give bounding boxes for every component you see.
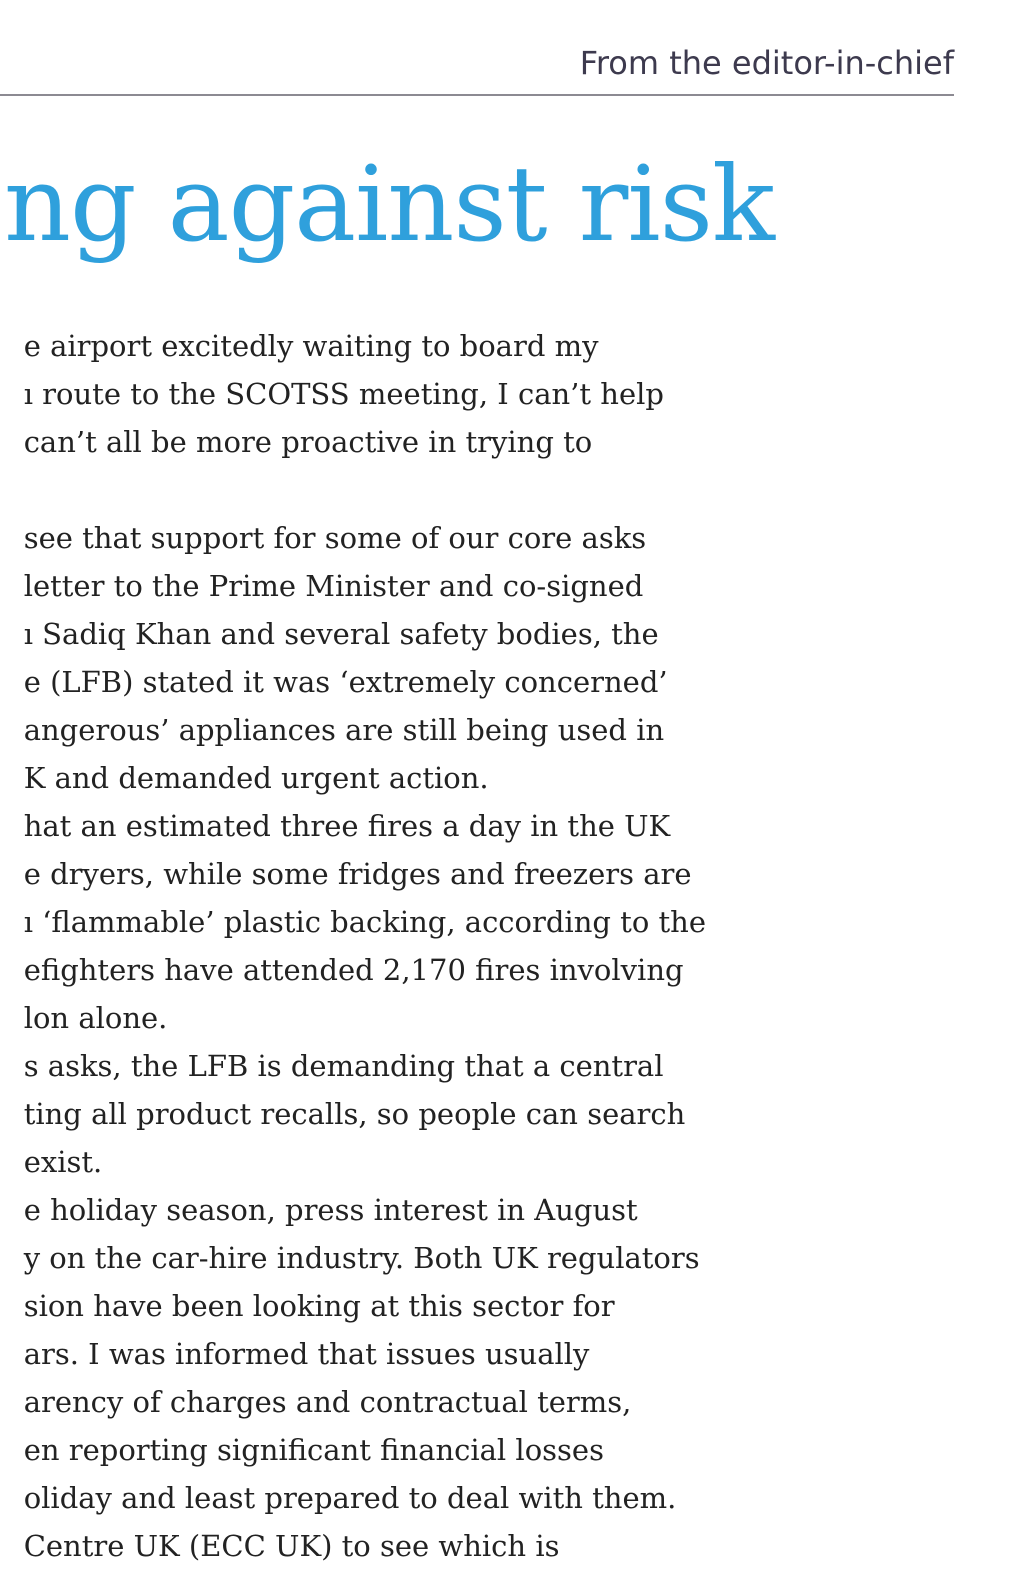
- body-line: ı Sadiq Khan and several safety bodies, the: [23, 617, 659, 651]
- body-line: hat an estimated three fires a day in the UK: [23, 809, 671, 843]
- body-line: ting all product recalls, so people can search: [23, 1097, 686, 1131]
- body-line: [24, 466, 706, 514]
- body-line: en reporting significant financial losses: [23, 1433, 604, 1467]
- body-line: ı ‘flammable’ plastic backing, according to the: [23, 905, 706, 939]
- body-line: e (LFB) stated it was ‘extremely concerned’: [23, 665, 668, 699]
- section-label: From the editor-in-chief: [579, 44, 954, 82]
- body-line: angerous’ appliances are still being used in: [23, 713, 665, 747]
- body-line: e airport excitedly waiting to board my: [23, 329, 599, 363]
- body-line: y on the car-hire industry. Both UK regulators: [23, 1241, 700, 1275]
- body-line: exist.: [23, 1145, 103, 1179]
- body-line: oliday and least prepared to deal with them.: [23, 1481, 677, 1515]
- body-line: letter to the Prime Minister and co-signed: [23, 569, 644, 603]
- body-line: arency of charges and contractual terms,: [23, 1385, 632, 1419]
- body-line: see that support for some of our core asks: [23, 521, 647, 555]
- header-divider: [0, 94, 954, 96]
- article-body: [24, 322, 706, 1570]
- body-line: ars. I was informed that issues usually: [23, 1337, 590, 1371]
- body-line: sion have been looking at this sector for: [23, 1289, 615, 1323]
- body-line: can’t all be more proactive in trying to: [23, 425, 593, 459]
- article-headline: ng against risk: [3, 143, 774, 265]
- body-line: Centre UK (ECC UK) to see which is: [23, 1529, 560, 1563]
- body-line: e dryers, while some fridges and freezers are: [23, 857, 692, 891]
- body-line: e holiday season, press interest in August: [23, 1193, 638, 1227]
- body-line: lon alone.: [23, 1001, 168, 1035]
- body-line: ı route to the SCOTSS meeting, I can’t help: [23, 377, 664, 411]
- body-line: K and demanded urgent action.: [23, 761, 489, 795]
- body-line: s asks, the LFB is demanding that a central: [23, 1049, 664, 1083]
- body-line: efighters have attended 2,170 fires involving: [23, 953, 684, 987]
